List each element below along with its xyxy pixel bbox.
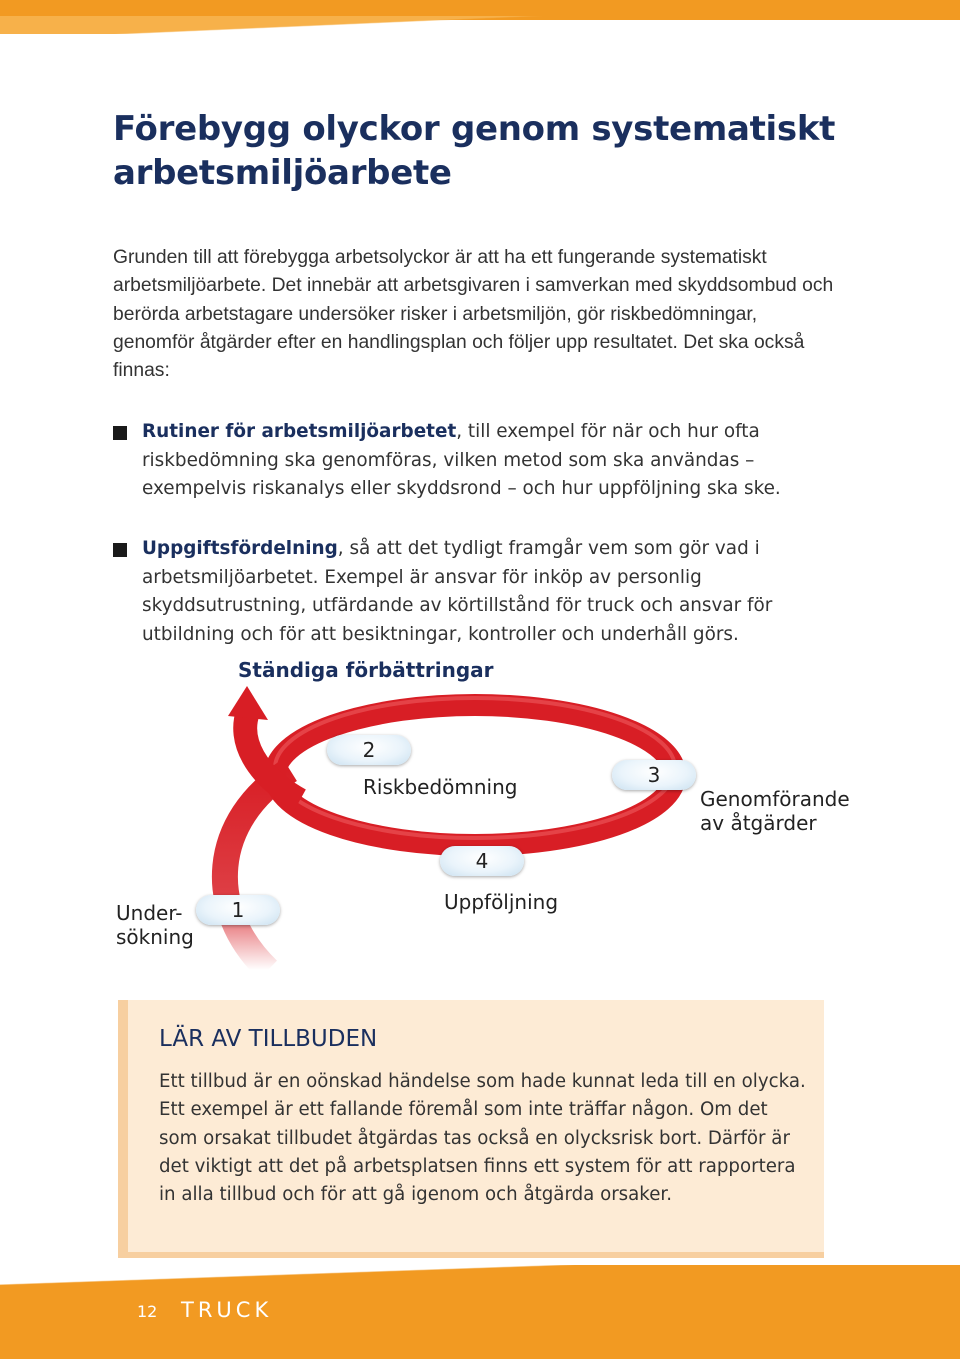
section-name: TRUCK xyxy=(181,1298,273,1322)
step-3-label-line2: av åtgärder xyxy=(700,811,817,835)
step-1-label-line1: Under- xyxy=(116,901,183,925)
bullet-heading: Uppgiftsfördelning xyxy=(142,538,338,559)
top-light-stripe xyxy=(0,16,960,34)
info-box-body: Ett tillbud är en oönskad händelse som hade kunnat leda till en olycka. Ett exempel är ett fallande föremål som inte träffar någon. Om det som orsakat tillbudet åtgärdas tas också en olycksrisk bort. Därför är det viktigt att det på arbetsplatsen finns ett system för att rapportera in alla tillbud och för att gå igenom och åtgärda orsaker. xyxy=(159,1071,806,1206)
info-box xyxy=(118,1000,824,1258)
info-box-heading: LÄR AV TILLBUDEN xyxy=(159,1026,378,1052)
bullet-square-icon xyxy=(113,426,127,440)
step-4-badge: 4 xyxy=(440,846,524,876)
bullet-body: , till exempel för när och hur ofta riskbedömning ska genomföras, vilken metod som ska användas – exempelvis riskanalys eller skyddsrond – och hur uppföljning ska ske. xyxy=(142,421,781,499)
step-2-label: Riskbedömning xyxy=(363,775,518,799)
page-number: 12 xyxy=(137,1302,158,1321)
step-3-label-line1: Genomförande xyxy=(700,787,850,811)
bullet-square-icon xyxy=(113,543,127,557)
bullet-heading: Rutiner för arbetsmiljöarbetet xyxy=(142,421,457,442)
step-3-label xyxy=(700,787,850,835)
intro-paragraph: Grunden till att förebygga arbetsolyckor är att ha ett fungerande systematiskt arbetsmiljöarbete. Det innebär att arbetsgivaren i samverkan med skyddsombud och berörda arbetstagare undersöker risker i arbetsmiljön, gör riskbedömningar, genomför åtgärder efter en handlingsplan och följer upp resultatet. Det ska också finnas: xyxy=(113,247,834,382)
diagram-title: Ständiga förbättringar xyxy=(238,658,494,682)
step-1-label xyxy=(116,901,194,949)
page-footer xyxy=(0,1265,960,1359)
bullet-text xyxy=(142,535,802,649)
step-1-label-line2: sökning xyxy=(116,925,194,949)
footer-white-stripe xyxy=(0,1265,960,1295)
arrow-head-icon xyxy=(228,686,268,720)
step-1-badge: 1 xyxy=(196,895,280,925)
step-2-badge: 2 xyxy=(327,735,411,765)
improvement-cycle-diagram xyxy=(0,650,960,990)
page-title: Förebygg olyckor genom systematiskt arbetsmiljöarbete xyxy=(113,109,836,193)
step-3-badge: 3 xyxy=(612,760,696,790)
step-4-label: Uppföljning xyxy=(444,890,559,914)
top-decor-bar xyxy=(0,0,960,34)
bullet-text xyxy=(142,418,802,504)
bullet-body: , så att det tydligt framgår vem som gör vad i arbetsmiljöarbetet. Exempel är ansvar för inköp av personlig skyddsutrustning, utfärdande av körtillstånd för truck och ansvar för utbildning och för att besiktningar, kontroller och underhåll görs. xyxy=(142,538,773,645)
